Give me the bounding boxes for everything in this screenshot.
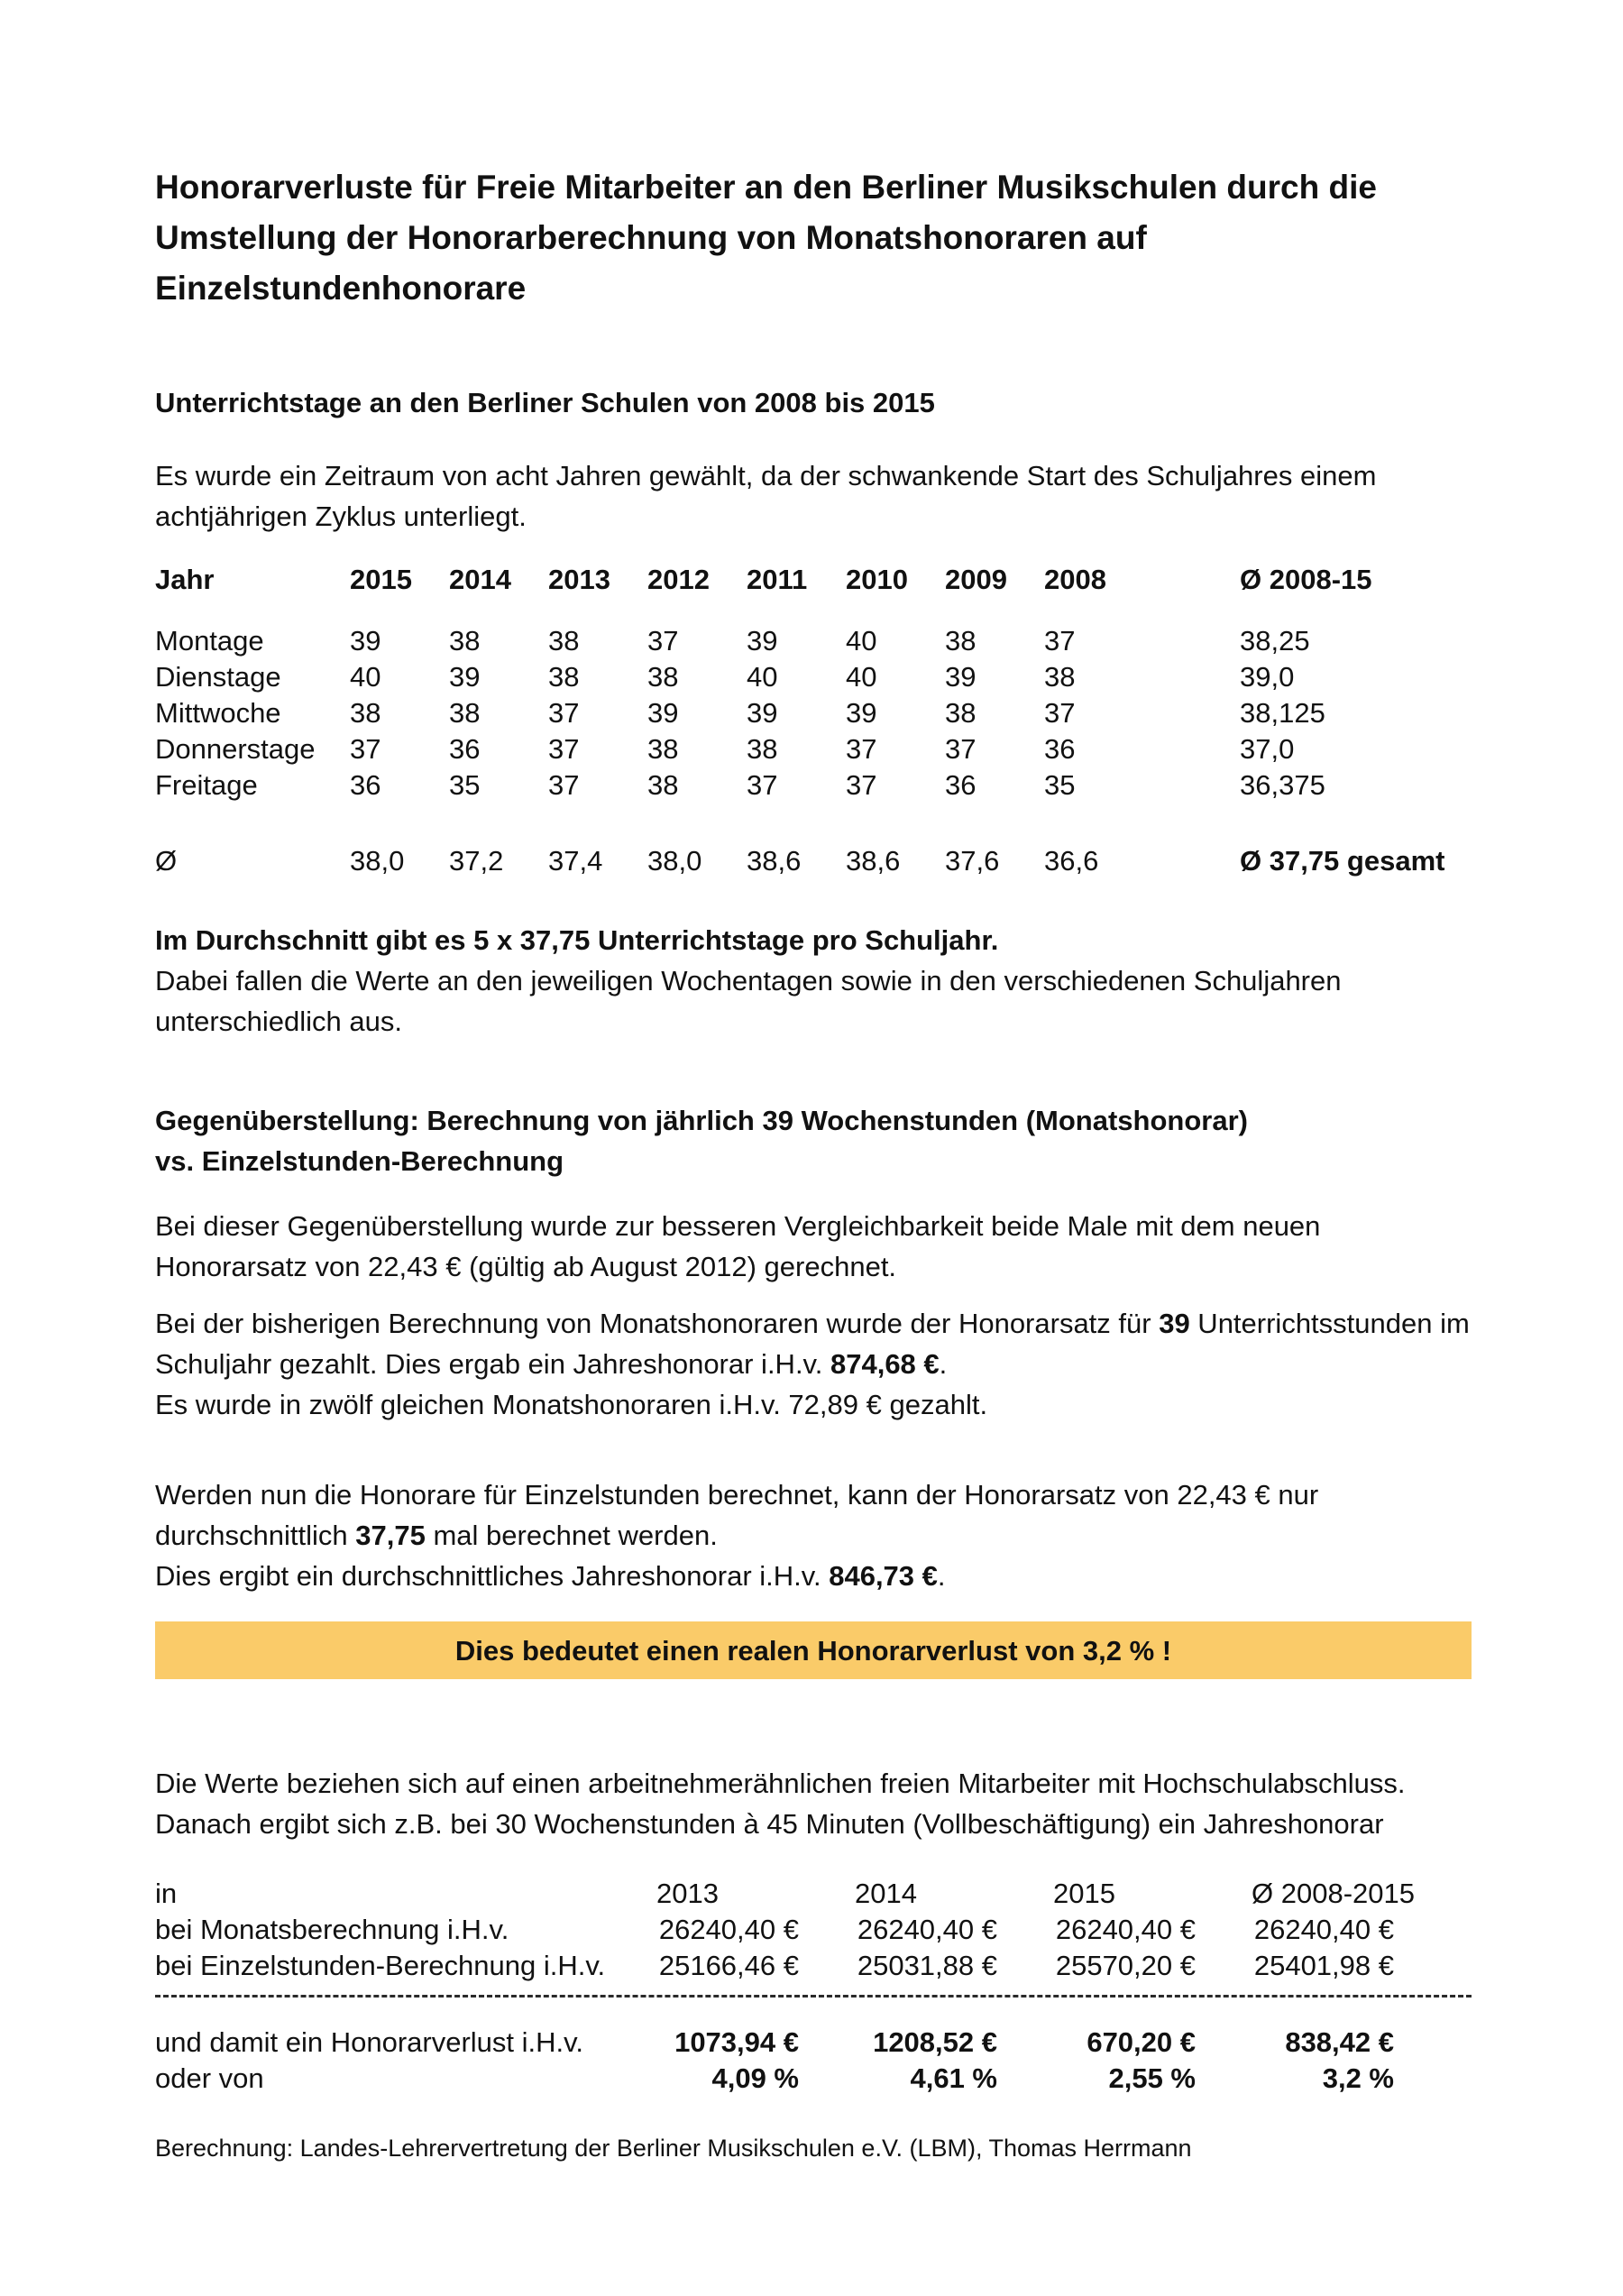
- table-cell: 38,0: [350, 845, 405, 877]
- table-cell: 38: [1044, 661, 1076, 693]
- document-title: [155, 162, 1472, 314]
- table-cell: 38: [449, 697, 481, 729]
- table-cell: 38: [449, 625, 481, 657]
- table-cell: 38,6: [846, 845, 901, 877]
- table-cell: 36,6: [1044, 845, 1099, 877]
- table-cell: 36: [449, 733, 481, 765]
- table-row: [155, 1948, 1472, 1984]
- paragraph-line: [155, 1384, 1472, 1425]
- table-cell: 2,55 %: [1108, 2062, 1196, 2094]
- paragraph-line: [155, 1303, 1472, 1384]
- table-cell: 26240,40 €: [857, 1914, 997, 1945]
- table-row: [155, 659, 1472, 695]
- table-row: [155, 731, 1472, 767]
- column-header-average: Ø 2008-15: [1240, 564, 1372, 595]
- table-cell: 37: [548, 769, 580, 801]
- table-cell: 38: [747, 733, 778, 765]
- column-header: 2013: [548, 564, 610, 595]
- text-segment: Unterrichtsstunden im Schuljahr gezahlt. Dies ergab ein Jahreshonorar i.H.v.: [155, 1308, 1470, 1380]
- column-header: 2008: [1044, 564, 1106, 595]
- column-header: 2015: [350, 564, 412, 595]
- text-segment: .: [937, 1560, 946, 1592]
- paragraph-line: [155, 1556, 1472, 1596]
- table-cell: 38,0: [647, 845, 702, 877]
- fulltime-example-paragraph: Die Werte beziehen sich auf einen arbeitnehmerähnlichen freien Mitarbeiter mit Hochschulabschluss. Danach ergibt sich z.B. bei 30 Wochenstunden à 45 Minuten (Vollbeschäftigung) ein Jahreshonorar: [155, 1768, 1406, 1840]
- title-line: Umstellung der Honorarberechnung von Monatshonoraren auf: [155, 219, 1147, 256]
- row-label: Mittwoche: [155, 697, 281, 729]
- row-label: bei Monatsberechnung i.H.v.: [155, 1914, 509, 1945]
- monthly-calculation-paragraph: [155, 1303, 1472, 1425]
- table-cell: 39: [449, 661, 481, 693]
- jahreshonorar-table: [155, 1876, 1472, 2097]
- table-cell-average: 39,0: [1240, 661, 1295, 693]
- table-body: [155, 623, 1472, 804]
- column-header-average: Ø 2008-2015: [1252, 1878, 1415, 1909]
- table-cell: 838,42 €: [1285, 2026, 1394, 2058]
- table-cell: 37: [945, 733, 977, 765]
- column-header: 2012: [647, 564, 710, 595]
- text-segment: Es wurde in zwölf gleichen Monatshonoraren i.H.v. 72,89 € gezahlt.: [155, 1389, 988, 1420]
- section2-heading: [155, 1100, 1472, 1181]
- average-summary-text: Dabei fallen die Werte an den jeweiligen Wochentagen sowie in den verschiedenen Schuljahren unterschiedlich aus.: [155, 965, 1342, 1037]
- title-line: Einzelstundenhonorare: [155, 270, 527, 307]
- table-cell: 39: [846, 697, 877, 729]
- row-label: Freitage: [155, 769, 258, 801]
- average-summary-bold: Im Durchschnitt gibt es 5 x 37,75 Unterrichtstage pro Schuljahr.: [155, 924, 999, 956]
- loss-highlight-text: Dies bedeutet einen realen Honorarverlust von 3,2 % !: [454, 1634, 1172, 1667]
- paragraph-line: [155, 1474, 1472, 1556]
- table-cell: 37: [647, 625, 679, 657]
- text-segment: 846,73 €: [829, 1560, 938, 1592]
- table-header-row: [155, 1876, 1472, 1912]
- table-result-row: [155, 2025, 1472, 2061]
- text-segment: Bei der bisherigen Berechnung von Monatshonoraren wurde der Honorarsatz für: [155, 1308, 1160, 1339]
- table-cell: 3,2 %: [1322, 2062, 1394, 2094]
- table-cell: 38: [945, 625, 977, 657]
- row-label: Donnerstage: [155, 733, 316, 765]
- table-row: [155, 623, 1472, 659]
- column-header: in: [155, 1878, 178, 1909]
- table-cell: 4,61 %: [910, 2062, 997, 2094]
- table-cell: 37,4: [548, 845, 603, 877]
- column-header: 2009: [945, 564, 1007, 595]
- table-cell: 37: [846, 733, 877, 765]
- table-cell: 36: [350, 769, 381, 801]
- table-cell: 37,6: [945, 845, 1000, 877]
- table-cell: 38: [647, 733, 679, 765]
- table-cell: 38: [647, 769, 679, 801]
- hourly-calculation-paragraph: [155, 1474, 1472, 1596]
- table-cell: 37: [350, 733, 381, 765]
- table-cell: 38: [548, 661, 580, 693]
- table-cell: 40: [846, 661, 877, 693]
- table-cell-average: 37,0: [1240, 733, 1295, 765]
- table-cell-average: 38,25: [1240, 625, 1310, 657]
- heading-line: vs. Einzelstunden-Berechnung: [155, 1145, 564, 1177]
- text-segment: 39: [1159, 1308, 1190, 1339]
- table-cell: 39: [350, 625, 381, 657]
- section1-intro-paragraph: Es wurde ein Zeitraum von acht Jahren gewählt, da der schwankende Start des Schuljahres einem achtjährigen Zyklus unterliegt.: [155, 460, 1377, 532]
- table-cell: 26240,40 €: [658, 1914, 799, 1945]
- heading-line: Gegenüberstellung: Berechnung von jährlich 39 Wochenstunden (Monatshonorar): [155, 1105, 1248, 1136]
- table-cell: 25570,20 €: [1055, 1950, 1196, 1981]
- column-header: Jahr: [155, 564, 215, 595]
- table-cell: 37: [1044, 625, 1076, 657]
- column-header: 2014: [449, 564, 511, 595]
- unterrichtstage-table: [155, 562, 1472, 879]
- table-cell: 38,6: [747, 845, 802, 877]
- column-header: 2011: [747, 564, 808, 595]
- column-header: 2014: [855, 1878, 917, 1909]
- section1-heading: Unterrichtstage an den Berliner Schulen von 2008 bis 2015: [155, 387, 935, 418]
- table-cell: 4,09 %: [711, 2062, 799, 2094]
- table-row: [155, 1912, 1472, 1948]
- table-cell: 39: [945, 661, 977, 693]
- table-cell: 37,2: [449, 845, 504, 877]
- row-label: oder von: [155, 2062, 264, 2094]
- row-label: Montage: [155, 625, 264, 657]
- table-cell: 36: [945, 769, 977, 801]
- document-content: [155, 162, 1472, 2165]
- table-cell: 39: [747, 697, 778, 729]
- row-label: und damit ein Honorarverlust i.H.v.: [155, 2026, 583, 2058]
- table-cell: 670,20 €: [1087, 2026, 1196, 2058]
- text-segment: 874,68 €: [830, 1348, 940, 1380]
- table-header-row: [155, 562, 1472, 598]
- table-cell: 1208,52 €: [873, 2026, 997, 2058]
- row-label: Ø: [155, 845, 178, 877]
- table-row: [155, 767, 1472, 804]
- column-header: 2013: [656, 1878, 719, 1909]
- text-segment: mal berechnet werden.: [425, 1520, 718, 1551]
- table-cell-average: 36,375: [1240, 769, 1325, 801]
- table-cell: 37: [548, 733, 580, 765]
- table-cell: 38: [945, 697, 977, 729]
- table-cell: 38: [350, 697, 381, 729]
- row-label: Dienstage: [155, 661, 281, 693]
- row-label: bei Einzelstunden-Berechnung i.H.v.: [155, 1950, 606, 1981]
- comparison-intro-paragraph: Bei dieser Gegenüberstellung wurde zur besseren Vergleichbarkeit beide Male mit dem neuen Honorarsatz von 22,43 € (gültig ab August 2012) gerechnet.: [155, 1210, 1321, 1282]
- table-cell: 37: [548, 697, 580, 729]
- table-cell: 25031,88 €: [857, 1950, 997, 1981]
- table-cell: 37: [1044, 697, 1076, 729]
- dashed-divider: [155, 1995, 1472, 1998]
- text-segment: 37,75: [355, 1520, 426, 1551]
- table-cell: 38: [548, 625, 580, 657]
- table-cell: 37: [747, 769, 778, 801]
- table-cell: 25166,46 €: [658, 1950, 799, 1981]
- table-cell: 25401,98 €: [1253, 1950, 1394, 1981]
- title-line: Honorarverluste für Freie Mitarbeiter an den Berliner Musikschulen durch die: [155, 169, 1377, 206]
- table-result-row: [155, 2061, 1472, 2097]
- text-segment: .: [939, 1348, 948, 1380]
- table-cell: 35: [449, 769, 481, 801]
- table-cell: 26240,40 €: [1055, 1914, 1196, 1945]
- source-attribution: Berechnung: Landes-Lehrervertretung der Berliner Musikschulen e.V. (LBM), Thomas Herrmann: [155, 2135, 1192, 2162]
- table-cell: 37: [846, 769, 877, 801]
- table-average-row: [155, 843, 1472, 879]
- table-cell: 40: [350, 661, 381, 693]
- table-cell: 35: [1044, 769, 1076, 801]
- table-cell: 39: [747, 625, 778, 657]
- table-cell-average: 38,125: [1240, 697, 1325, 729]
- table-row: [155, 695, 1472, 731]
- table-cell: 40: [846, 625, 877, 657]
- column-header: 2015: [1053, 1878, 1115, 1909]
- table-total-average: Ø 37,75 gesamt: [1240, 845, 1445, 877]
- table-cell: 39: [647, 697, 679, 729]
- table-cell: 40: [747, 661, 778, 693]
- table-cell: 36: [1044, 733, 1076, 765]
- loss-highlight-banner: [155, 1621, 1472, 1679]
- column-header: 2010: [846, 564, 908, 595]
- text-segment: Werden nun die Honorare für Einzelstunden berechnet, kann der Honorarsatz von 22,43 € nur durchschnittlich: [155, 1479, 1319, 1551]
- table-cell: 38: [647, 661, 679, 693]
- text-segment: Dies ergibt ein durchschnittliches Jahreshonorar i.H.v.: [155, 1560, 830, 1592]
- table-cell: 26240,40 €: [1253, 1914, 1394, 1945]
- table-cell: 1073,94 €: [674, 2026, 799, 2058]
